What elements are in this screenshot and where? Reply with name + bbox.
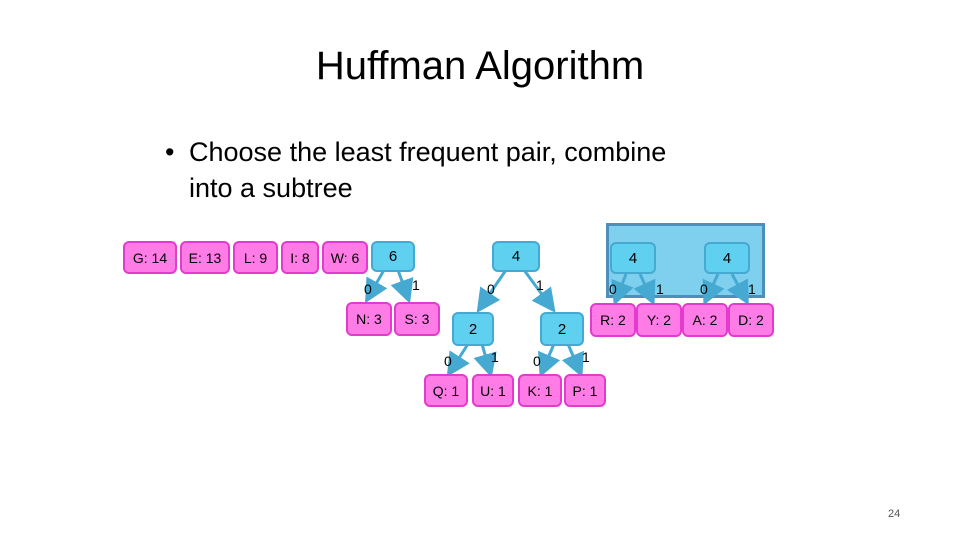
bullet-text: Choose the least frequent pair, combine into a subtree [189, 137, 667, 203]
edge-label-0: 0 [700, 281, 708, 297]
leaf-node-r: R: 2 [590, 303, 636, 337]
edge-label-1: 1 [656, 281, 664, 297]
leaf-node-l: L: 9 [233, 241, 278, 274]
leaf-node-w: W: 6 [322, 241, 368, 274]
internal-node-4-ad: 4 [704, 242, 750, 274]
internal-node-4: 4 [492, 241, 540, 272]
internal-node-2-right: 2 [540, 312, 584, 346]
leaf-node-u: U: 1 [472, 374, 514, 407]
leaf-node-e: E: 13 [180, 241, 230, 274]
internal-node-4-ry: 4 [610, 242, 656, 274]
edge-label-1: 1 [748, 281, 756, 297]
leaf-node-s: S: 3 [394, 302, 440, 336]
leaf-node-p: P: 1 [564, 374, 606, 407]
edge-label-1: 1 [491, 349, 499, 365]
edge-label-0: 0 [487, 281, 495, 297]
leaf-node-d: D: 2 [728, 303, 774, 337]
internal-node-2-left: 2 [452, 312, 494, 346]
edge-label-1: 1 [536, 277, 544, 293]
edge-label-1: 1 [412, 277, 420, 293]
leaf-node-n: N: 3 [346, 302, 392, 336]
leaf-node-g: G: 14 [123, 241, 177, 274]
bullet-marker: • [165, 137, 175, 167]
leaf-node-y: Y: 2 [636, 303, 682, 337]
edge-label-0: 0 [533, 353, 541, 369]
edge-label-0: 0 [609, 281, 617, 297]
leaf-node-a: A: 2 [682, 303, 728, 337]
leaf-node-i: I: 8 [281, 241, 319, 274]
edge-label-1: 1 [582, 349, 590, 365]
edge-label-0: 0 [444, 353, 452, 369]
internal-node-6: 6 [371, 241, 415, 272]
page-number: 24 [888, 508, 901, 520]
edge-label-0: 0 [364, 281, 372, 297]
leaf-node-k: K: 1 [518, 374, 562, 407]
slide-title: Huffman Algorithm [315, 44, 645, 88]
leaf-node-q: Q: 1 [424, 374, 468, 407]
